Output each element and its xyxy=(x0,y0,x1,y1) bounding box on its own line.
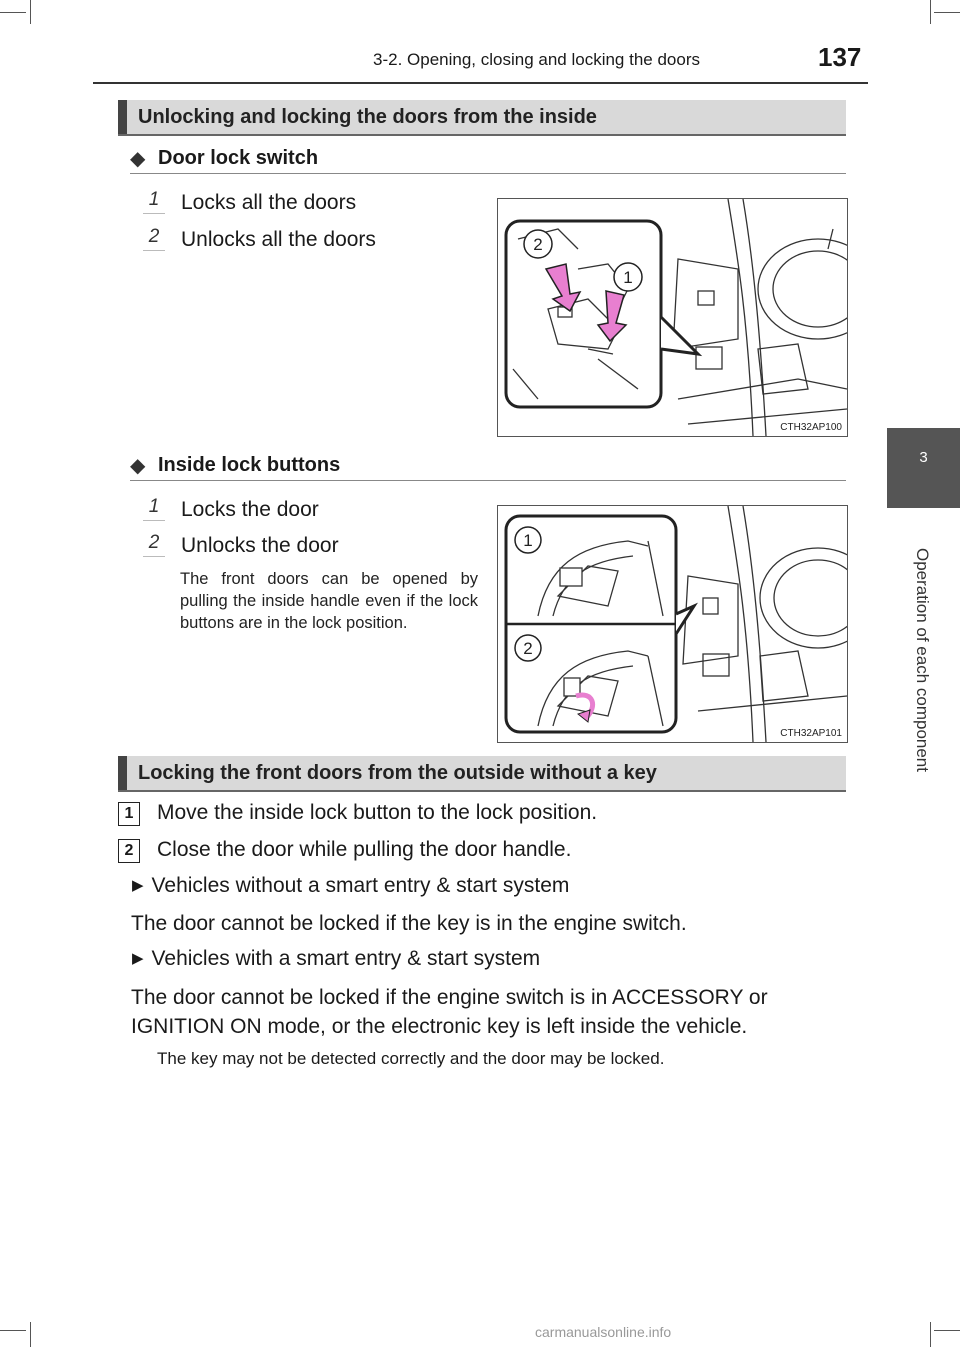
figure-door-lock-switch xyxy=(497,198,848,437)
figure-callout: 2 xyxy=(523,639,533,658)
condition-label: Vehicles without a smart entry & start system xyxy=(151,874,570,897)
callout-number: 1 xyxy=(143,189,165,214)
door-lock-switch-illustration xyxy=(498,199,847,436)
inside-lock-buttons-illustration xyxy=(498,506,847,742)
section-heading-title: Locking the front doors from the outside without a key xyxy=(138,762,657,784)
subheading-title: Door lock switch xyxy=(158,147,319,169)
crop-mark-bl-h xyxy=(0,1330,26,1331)
subheading-inside-lock-buttons xyxy=(130,452,846,481)
step-label: Move the inside lock button to the lock position. xyxy=(157,801,598,824)
section-heading-bar xyxy=(118,100,127,134)
crop-mark-br-h xyxy=(934,1330,960,1331)
chapter-label: Operation of each component xyxy=(913,548,932,772)
callout-number: 1 xyxy=(143,496,165,521)
section-heading-bar xyxy=(118,756,127,790)
callout-number: 2 xyxy=(143,226,165,251)
figure-code: CTH32AP101 xyxy=(780,728,842,739)
figure-code: CTH32AP100 xyxy=(780,422,842,433)
list-item-label: Locks all the doors xyxy=(181,191,357,214)
callout-number: 2 xyxy=(143,532,165,557)
section-heading-outside xyxy=(118,756,846,792)
condition-label: Vehicles with a smart entry & start system xyxy=(151,947,541,970)
inside-handle-note: The front doors can be opened by pulling the inside handle even if the lock buttons are in the lock position. xyxy=(180,570,478,632)
diamond-icon: ◆ xyxy=(130,148,146,170)
condition-bullet xyxy=(132,947,540,971)
paragraph: The door cannot be locked if the engine switch is in ACCESSORY or IGNITION ON mode, or the electronic key is left inside the vehicle. xyxy=(131,986,768,1038)
watermark: carmanualsonline.info xyxy=(535,1324,672,1340)
step-label: Close the door while pulling the door handle. xyxy=(157,838,572,861)
list-item-label: Unlocks all the doors xyxy=(181,228,376,251)
figure-callout: 2 xyxy=(533,235,543,254)
figure-callout: 1 xyxy=(623,268,633,287)
crop-mark-bl-v xyxy=(30,1322,31,1347)
section-heading-title: Unlocking and locking the doors from the inside xyxy=(138,106,597,128)
chapter-number: 3 xyxy=(919,449,928,466)
chapter-tab xyxy=(887,428,960,508)
diamond-icon: ◆ xyxy=(130,455,146,477)
figure-callout: 1 xyxy=(523,531,533,550)
subheading-title: Inside lock buttons xyxy=(158,454,341,476)
header-rule xyxy=(93,82,868,84)
section-heading-inside xyxy=(118,100,846,136)
running-header: 3-2. Opening, closing and locking the doors xyxy=(373,50,700,69)
crop-mark-tl-v xyxy=(30,0,31,24)
figure-inside-lock-buttons xyxy=(497,505,848,743)
subheading-door-lock-switch xyxy=(130,145,846,174)
page-number: 137 xyxy=(818,42,862,72)
small-note: The key may not be detected correctly and the door may be locked. xyxy=(157,1049,665,1068)
paragraph: The door cannot be locked if the key is in the engine switch. xyxy=(131,912,687,935)
crop-mark-tl-h xyxy=(0,12,26,13)
list-item-label: Unlocks the door xyxy=(181,534,339,557)
triangle-bullet-icon: ▶ xyxy=(132,950,144,967)
condition-bullet xyxy=(132,874,569,898)
triangle-bullet-icon: ▶ xyxy=(132,877,144,894)
step-number: 2 xyxy=(118,839,140,863)
list-item-label: Locks the door xyxy=(181,498,319,521)
crop-mark-tr-h xyxy=(934,12,960,13)
crop-mark-br-v xyxy=(930,1322,931,1347)
step-number: 1 xyxy=(118,802,140,826)
crop-mark-tr-v xyxy=(930,0,931,24)
